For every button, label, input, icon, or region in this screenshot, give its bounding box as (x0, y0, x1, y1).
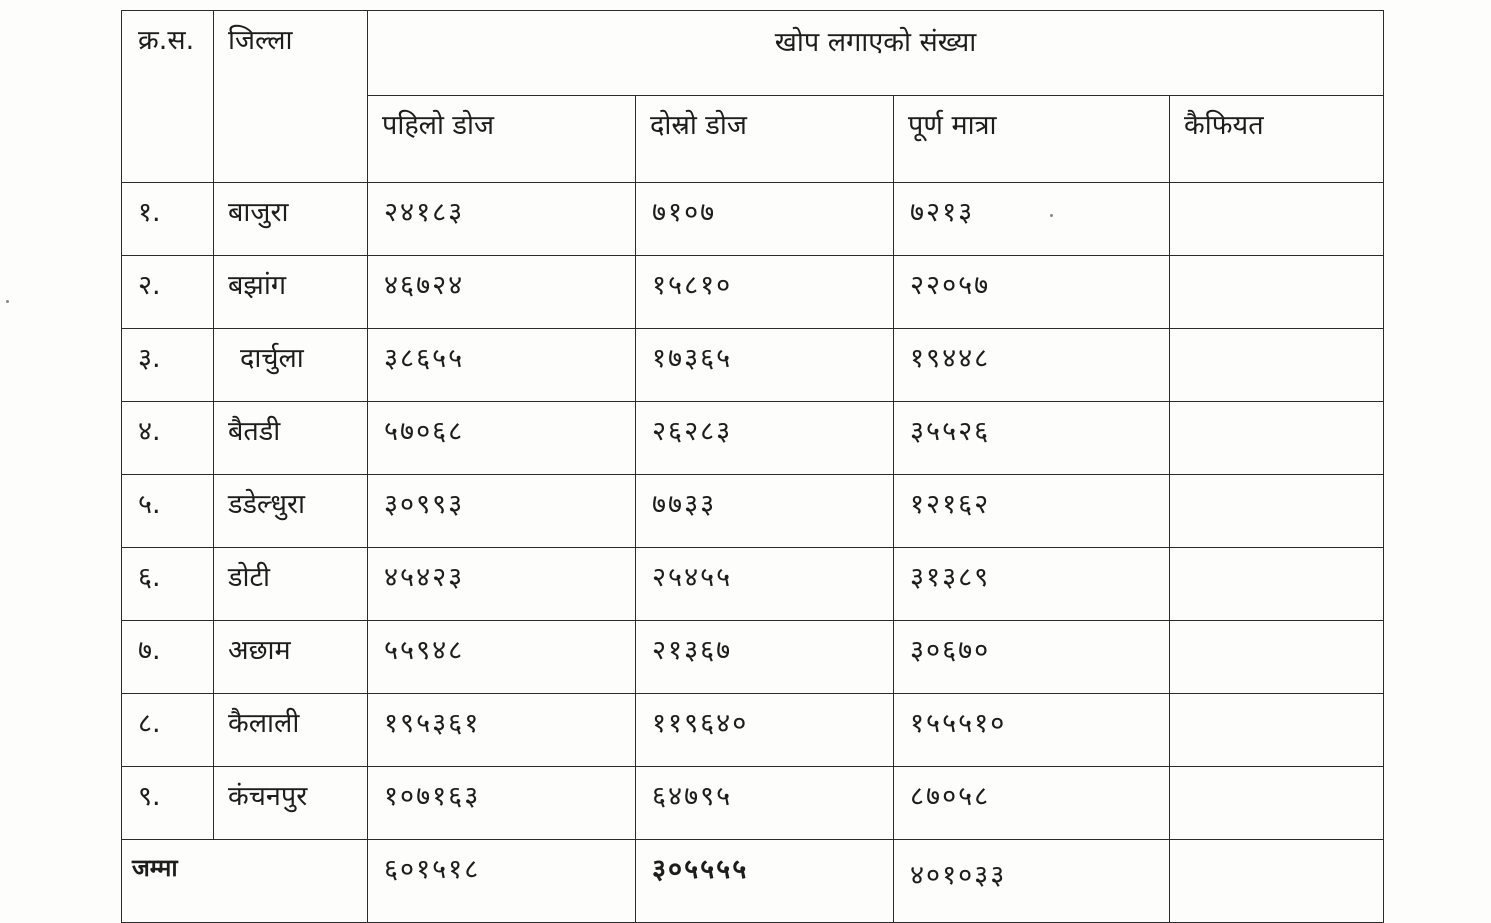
district-cell: कंचनपुर (214, 767, 368, 840)
table-row (122, 548, 1384, 621)
remarks-cell (1170, 256, 1384, 329)
second-dose-cell: २१३६७ (636, 621, 894, 694)
table-row (122, 183, 1384, 256)
serial-number-cell: ६. (122, 548, 214, 621)
remarks-cell (1170, 548, 1384, 621)
vaccinated-count-header: खोप लगाएको संख्या (368, 11, 1384, 96)
first-dose-cell: ३८६५५ (368, 329, 636, 402)
serial-number-cell: ५. (122, 475, 214, 548)
district-cell: बैतडी (214, 402, 368, 475)
full-dose-cell: ३०६७० (894, 621, 1170, 694)
total-row (122, 840, 1384, 923)
first-dose-cell: ४६७२४ (368, 256, 636, 329)
second-dose-cell: २५४५५ (636, 548, 894, 621)
first-dose-cell: ३०९९३ (368, 475, 636, 548)
first-dose-cell: १०७१६३ (368, 767, 636, 840)
total-first-dose-cell: ६०१५१८ (368, 840, 636, 923)
second-dose-cell: २६२८३ (636, 402, 894, 475)
full-dose-cell: ७२१३ (894, 183, 1170, 256)
full-dose-header: पूर्ण मात्रा (894, 96, 1170, 183)
serial-number-cell: १. (122, 183, 214, 256)
district-cell: बझांग (214, 256, 368, 329)
remarks-cell (1170, 694, 1384, 767)
table-row (122, 402, 1384, 475)
table-row (122, 621, 1384, 694)
remarks-cell (1170, 475, 1384, 548)
remarks-cell (1170, 183, 1384, 256)
full-dose-cell: १५५५१० (894, 694, 1170, 767)
full-dose-cell: ३१३८९ (894, 548, 1170, 621)
remarks-cell (1170, 767, 1384, 840)
scan-speck (6, 300, 9, 303)
second-dose-cell: ११९६४० (636, 694, 894, 767)
second-dose-cell: ६४७९५ (636, 767, 894, 840)
district-cell: अछाम (214, 621, 368, 694)
first-dose-cell: २४१८३ (368, 183, 636, 256)
full-dose-cell: ३५५२६ (894, 402, 1170, 475)
full-dose-cell: १२१६२ (894, 475, 1170, 548)
second-dose-cell: १५८१० (636, 256, 894, 329)
remarks-header: कैफियत (1170, 96, 1384, 183)
second-dose-cell: ७७३३ (636, 475, 894, 548)
vaccination-table (121, 10, 1384, 923)
table-row (122, 256, 1384, 329)
district-cell: बाजुरा (214, 183, 368, 256)
district-cell: दार्चुला (214, 329, 368, 402)
district-header: जिल्ला (214, 11, 368, 183)
second-dose-cell: ७१०७ (636, 183, 894, 256)
table-row (122, 475, 1384, 548)
first-dose-cell: ५७०६८ (368, 402, 636, 475)
table-row (122, 329, 1384, 402)
remarks-cell (1170, 402, 1384, 475)
remarks-cell (1170, 621, 1384, 694)
header-row-top (122, 11, 1384, 96)
total-second-dose-cell: ३०५५५५ (636, 840, 894, 923)
serial-number-cell: ४. (122, 402, 214, 475)
table-row (122, 767, 1384, 840)
district-cell: डोटी (214, 548, 368, 621)
first-dose-cell: ५५९४८ (368, 621, 636, 694)
serial-number-cell: ८. (122, 694, 214, 767)
district-cell: डडेल्धुरा (214, 475, 368, 548)
serial-number-header: क्र.स. (122, 11, 214, 183)
first-dose-header: पहिलो डोज (368, 96, 636, 183)
second-dose-cell: १७३६५ (636, 329, 894, 402)
full-dose-cell: १९४४८ (894, 329, 1170, 402)
full-dose-cell: २२०५७ (894, 256, 1170, 329)
remarks-cell (1170, 840, 1384, 923)
first-dose-cell: १९५३६१ (368, 694, 636, 767)
serial-number-cell: ७. (122, 621, 214, 694)
serial-number-cell: ३. (122, 329, 214, 402)
full-dose-cell: ८७०५८ (894, 767, 1170, 840)
district-cell: कैलाली (214, 694, 368, 767)
second-dose-header: दोस्रो डोज (636, 96, 894, 183)
serial-number-cell: ९. (122, 767, 214, 840)
total-full-dose-cell: ४०१०३३ (894, 840, 1170, 923)
serial-number-cell: २. (122, 256, 214, 329)
first-dose-cell: ४५४२३ (368, 548, 636, 621)
total-label: जम्मा (122, 840, 368, 923)
remarks-cell (1170, 329, 1384, 402)
table-row (122, 694, 1384, 767)
